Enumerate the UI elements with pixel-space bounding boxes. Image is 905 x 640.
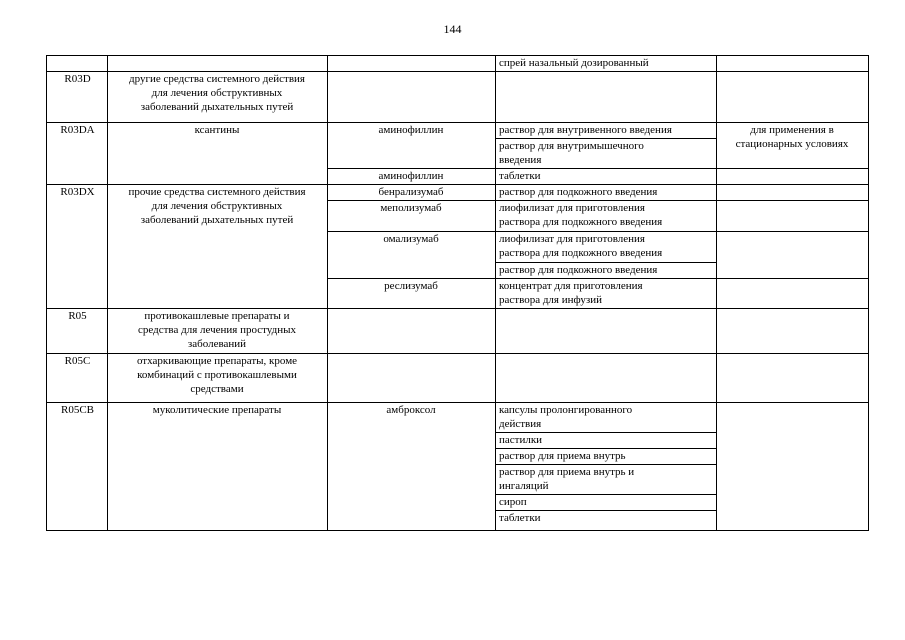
dosage-form: пастилки: [499, 434, 543, 446]
drug-name: аминофиллин: [378, 124, 444, 136]
atc-name: заболеваний дыхательных путей: [140, 101, 294, 113]
dosage-form: концентрат для приготовления: [499, 280, 643, 292]
atc-name: комбинаций с противокашлевыми: [137, 369, 297, 381]
table-bottom-border: [46, 530, 869, 531]
dosage-form: капсулы пролонгированного: [499, 404, 633, 416]
page-number: 144: [443, 22, 462, 36]
atc-name: средствами: [190, 383, 244, 395]
atc-name: заболеваний: [187, 338, 247, 350]
drug-name: аминофиллин: [378, 170, 444, 182]
dosage-form: спрей назальный дозированный: [499, 57, 649, 69]
atc-name: противокашлевые препараты и: [144, 310, 290, 322]
dosage-form: раствор для подкожного введения: [499, 186, 658, 198]
drug-name: омализумаб: [383, 233, 439, 245]
column-divider-4: [716, 55, 717, 530]
drug-name: бенрализумаб: [378, 186, 444, 198]
table-top-border: [46, 55, 868, 56]
column-divider-1: [107, 55, 108, 530]
note-divider: [716, 168, 868, 169]
dosage-form: введения: [499, 154, 542, 166]
atc-code: R03D: [64, 73, 91, 85]
drug-name: меполизумаб: [380, 202, 442, 214]
atc-name: муколитические препараты: [152, 404, 282, 416]
atc-name: для лечения обструктивных: [151, 200, 283, 212]
atc-code: R05: [68, 310, 87, 322]
atc-name: средства для лечения простудных: [138, 324, 296, 336]
column-divider-3: [495, 55, 496, 530]
dosage-form: раствор для подкожного введения: [499, 264, 658, 276]
column-divider-2: [327, 55, 328, 530]
atc-code: R05CB: [60, 404, 94, 416]
usage-note: для применения в: [750, 124, 834, 136]
column-divider-5: [868, 55, 869, 530]
dosage-form: раствор для приема внутрь: [499, 450, 626, 462]
dosage-form: таблетки: [499, 512, 541, 524]
atc-code: R03DX: [60, 186, 95, 198]
dosage-form: таблетки: [499, 170, 541, 182]
atc-code: R03DA: [60, 124, 95, 136]
dosage-form: раствора для подкожного введения: [499, 216, 663, 228]
column-divider-0: [46, 55, 47, 530]
atc-name: прочие средства системного действия: [128, 186, 306, 198]
dosage-form: раствора для инфузий: [499, 294, 602, 306]
drug-table: [46, 55, 868, 530]
drug-name: реслизумаб: [384, 280, 438, 292]
atc-name: ксантины: [194, 124, 240, 136]
usage-note: стационарных условиях: [735, 138, 849, 150]
dosage-form: сироп: [499, 496, 527, 508]
dosage-form: ингаляций: [499, 480, 549, 492]
atc-name: заболеваний дыхательных путей: [140, 214, 294, 226]
dosage-form: действия: [499, 418, 542, 430]
atc-code: R05C: [64, 355, 91, 367]
dosage-form: лиофилизат для приготовления: [499, 202, 645, 214]
atc-name: отхаркивающие препараты, кроме: [136, 355, 298, 367]
atc-name: для лечения обструктивных: [151, 87, 283, 99]
atc-name: другие средства системного действия: [129, 73, 305, 85]
dosage-form: раствор для внутримышечного: [499, 140, 644, 152]
dosage-form: раствор для приема внутрь и: [499, 466, 635, 478]
dosage-form: лиофилизат для приготовления: [499, 233, 645, 245]
dosage-form: раствора для подкожного введения: [499, 247, 663, 259]
dosage-form: раствор для внутривенного введения: [499, 124, 672, 136]
drug-name: амброксол: [386, 404, 436, 416]
